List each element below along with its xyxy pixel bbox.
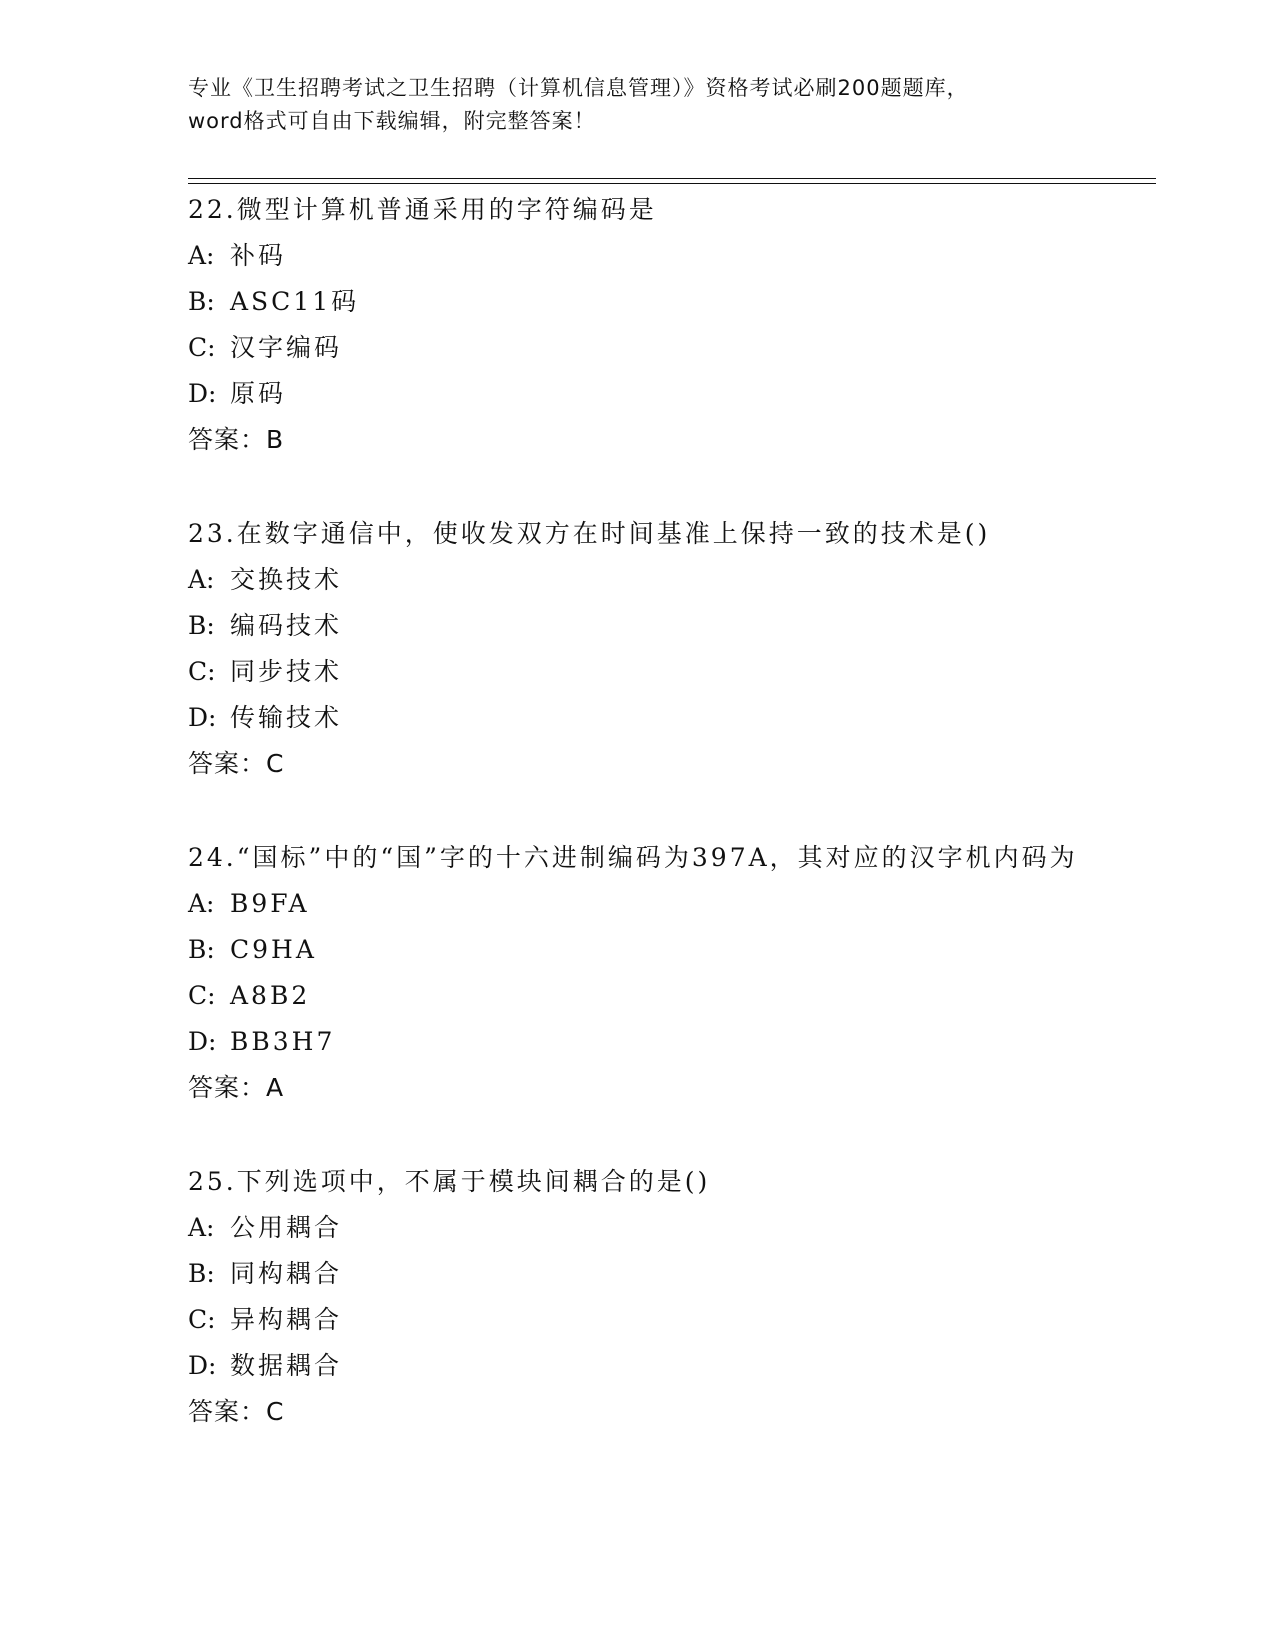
option-b [188,1251,1088,1297]
option-text: 补码 [230,241,287,270]
option-letter: C: [188,333,216,362]
option-letter: D: [188,1351,217,1380]
option-d [188,695,1088,741]
option-b [188,279,1088,325]
question-text: 22.微型计算机普通采用的字符编码是 [188,195,657,224]
option-letter: A: [188,241,215,270]
header-line-2: word格式可自由下载编辑，附完整答案！ [188,109,596,133]
option-a [188,1205,1088,1251]
answer-line: 答案：A [188,1073,285,1102]
option-letter: D: [188,1027,217,1056]
question-23 [188,511,1088,787]
option-text: 原码 [230,379,287,408]
option-a [188,557,1088,603]
question-text: 23.在数字通信中，使收发双方在时间基准上保持一致的技术是() [188,519,991,548]
option-letter: C: [188,657,216,686]
question-22 [188,187,1088,463]
answer-line: 答案：C [188,749,285,778]
option-text: B9FA [230,889,310,918]
option-c [188,649,1088,695]
option-d [188,1343,1088,1389]
option-letter: B: [188,1259,215,1288]
option-letter: B: [188,287,215,316]
answer-line: 答案：C [188,1397,285,1426]
option-d [188,371,1088,417]
question-25 [188,1159,1088,1435]
option-text: C9HA [230,935,317,964]
option-letter: D: [188,379,217,408]
option-a [188,233,1088,279]
option-text: 同构耦合 [230,1259,343,1288]
question-list [188,187,1088,1483]
option-d [188,1019,1088,1065]
option-text: 交换技术 [230,565,343,594]
option-text: 汉字编码 [230,333,343,362]
option-c [188,1297,1088,1343]
header-line-1: 专业《卫生招聘考试之卫生招聘（计算机信息管理）》资格考试必刷200题题库， [188,76,969,100]
option-letter: A: [188,889,215,918]
option-text: 编码技术 [230,611,343,640]
option-letter: A: [188,1213,215,1242]
option-c [188,325,1088,371]
option-text: 数据耦合 [230,1351,343,1380]
option-text: BB3H7 [230,1027,336,1056]
option-a [188,881,1088,927]
option-letter: B: [188,611,215,640]
option-letter: C: [188,1305,216,1334]
option-text: 公用耦合 [230,1213,343,1242]
option-text: 异构耦合 [230,1305,343,1334]
question-text: 24.“国标”中的“国”字的十六进制编码为397A，其对应的汉字机内码为 [188,843,1078,872]
option-letter: D: [188,703,217,732]
option-b [188,927,1088,973]
option-c [188,973,1088,1019]
option-letter: A: [188,565,215,594]
question-24 [188,835,1088,1111]
option-text: 同步技术 [230,657,343,686]
option-b [188,603,1088,649]
header-divider [188,178,1156,184]
option-letter: C: [188,981,216,1010]
option-text: A8B2 [230,981,311,1010]
question-text: 25.下列选项中，不属于模块间耦合的是() [188,1167,711,1196]
answer-line: 答案：B [188,425,285,454]
option-letter: B: [188,935,215,964]
option-text: ASC11码 [230,287,360,316]
document-header [188,72,1088,138]
option-text: 传输技术 [230,703,343,732]
